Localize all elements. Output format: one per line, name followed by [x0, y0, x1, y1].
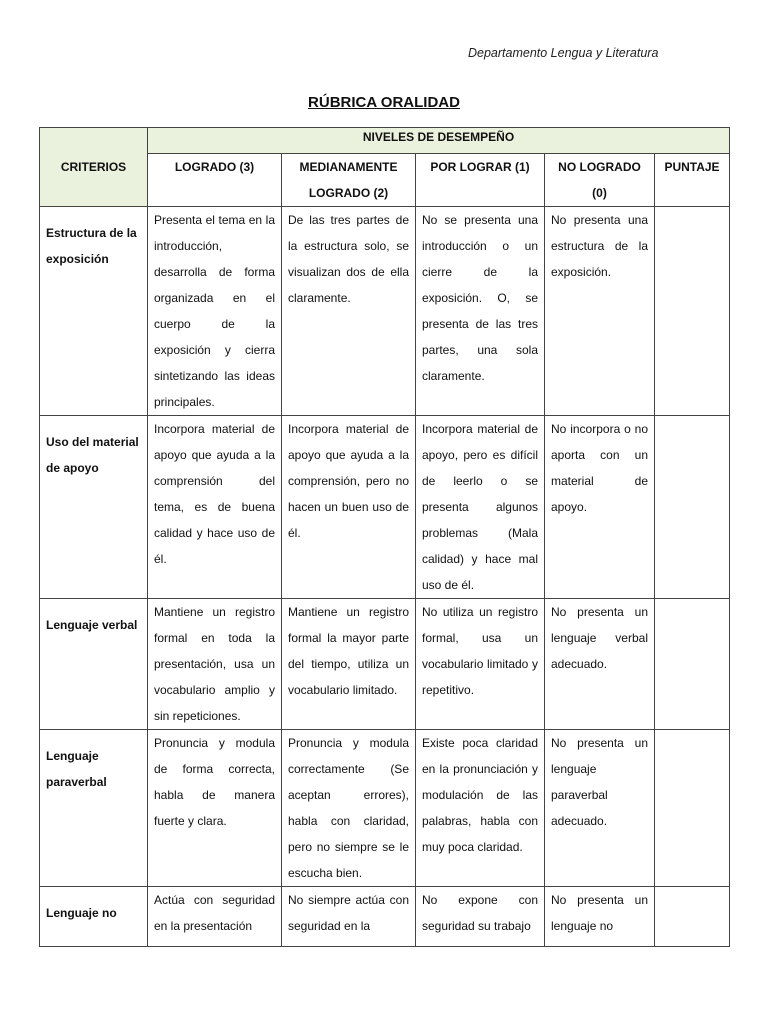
descriptor-text: No siempre actúa con seguridad en la: [288, 893, 409, 933]
table-row: [40, 730, 730, 887]
level-header: POR LOGRAR (1): [416, 154, 545, 207]
level-header: LOGRADO (3): [148, 154, 282, 207]
levels-group-header: NIVELES DE DESEMPEÑO: [148, 128, 730, 154]
score-cell[interactable]: [655, 599, 730, 730]
criterion-cell: Uso del material de apoyo: [40, 416, 148, 599]
descriptor-cell: No presenta una estructura de la exposición.: [545, 207, 655, 416]
score-cell[interactable]: [655, 416, 730, 599]
descriptor-cell: [416, 887, 545, 947]
descriptor-text: Actúa con seguridad en la presentación: [154, 893, 275, 933]
level-header: NO LOGRADO (0): [545, 154, 655, 207]
descriptor-cell: No utiliza un registro formal, usa un vocabulario limitado y repetitivo.: [416, 599, 545, 730]
level-header: MEDIANAMENTE LOGRADO (2): [282, 154, 416, 207]
table-header-row: [40, 128, 730, 154]
criterion-cell: [40, 887, 148, 947]
descriptor-cell: Presenta el tema en la introducción, desarrolla de forma organizada en el cuerpo de la exposición y cierra sintetizando las ideas principales.: [148, 207, 282, 416]
descriptor-cell: Incorpora material de apoyo que ayuda a la comprensión del tema, es de buena calidad y hace uso de él.: [148, 416, 282, 599]
score-cell[interactable]: [655, 207, 730, 416]
score-header: PUNTAJE: [655, 154, 730, 207]
descriptor-cell: [545, 887, 655, 947]
descriptor-cell: Existe poca claridad en la pronunciación y modulación de las palabras, habla con muy poca claridad.: [416, 730, 545, 887]
descriptor-cell: No presenta un lenguaje paraverbal adecuado.: [545, 730, 655, 887]
criterion-cell: Lenguaje verbal: [40, 599, 148, 730]
descriptor-cell: Incorpora material de apoyo que ayuda a la comprensión, pero no hacen un buen uso de él.: [282, 416, 416, 599]
descriptor-cell: Mantiene un registro formal la mayor parte del tiempo, utiliza un vocabulario limitado.: [282, 599, 416, 730]
descriptor-cell: De las tres partes de la estructura solo, se visualizan dos de ella claramente.: [282, 207, 416, 416]
page-title: RÚBRICA ORALIDAD: [308, 94, 460, 111]
criterion-cell: Estructura de la exposición: [40, 207, 148, 416]
table-row: [40, 207, 730, 416]
table-row: [40, 887, 730, 947]
table-row: [40, 599, 730, 730]
department-label: Departamento Lengua y Literatura: [468, 46, 659, 60]
score-cell[interactable]: [655, 730, 730, 887]
descriptor-cell: No presenta un lenguaje verbal adecuado.: [545, 599, 655, 730]
descriptor-cell: [282, 887, 416, 947]
criterion-text: Lenguaje no: [46, 906, 117, 920]
descriptor-cell: No se presenta una introducción o un cierre de la exposición. O, se presenta de las tres partes, una sola claramente.: [416, 207, 545, 416]
descriptor-cell: [148, 887, 282, 947]
descriptor-text: No presenta un lenguaje no: [551, 893, 648, 933]
descriptor-cell: Pronuncia y modula correctamente (Se aceptan errores), habla con claridad, pero no siempre se le escucha bien.: [282, 730, 416, 887]
descriptor-cell: No incorpora o no aporta con un material de apoyo.: [545, 416, 655, 599]
criteria-header: CRITERIOS: [40, 128, 148, 207]
table-row: [40, 416, 730, 599]
descriptor-cell: Mantiene un registro formal en toda la presentación, usa un vocabulario amplio y sin repeticiones.: [148, 599, 282, 730]
descriptor-cell: Incorpora material de apoyo, pero es difícil de leerlo o se presenta algunos problemas (Mala calidad) y hace mal uso de él.: [416, 416, 545, 599]
descriptor-cell: Pronuncia y modula de forma correcta, habla de manera fuerte y clara.: [148, 730, 282, 887]
descriptor-text: No expone con seguridad su trabajo: [422, 893, 538, 933]
score-cell[interactable]: [655, 887, 730, 947]
criterion-cell: Lenguaje paraverbal: [40, 730, 148, 887]
rubric-table: [39, 127, 730, 947]
